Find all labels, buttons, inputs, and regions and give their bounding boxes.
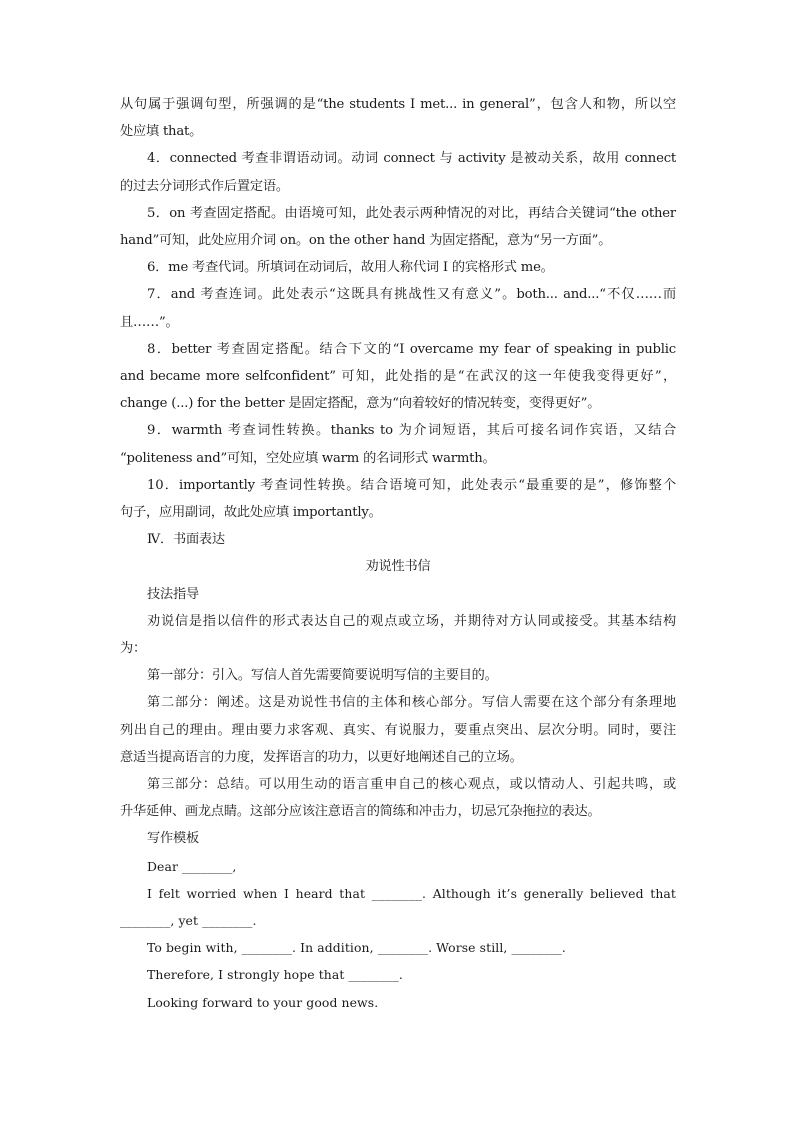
answer-paragraph-line: “politeness and”可知，空处应填 warm 的名词形式 warmth。	[120, 450, 496, 466]
section-heading: Ⅳ．书面表达	[147, 532, 225, 548]
template-line: To begin with, ________. In addition, ________. Worse still, ________.	[147, 940, 566, 956]
template-salutation: Dear ________,	[147, 858, 237, 874]
answer-paragraph-line: hand”可知，此处应用介词 on。on the other hand 为固定搭配，意为“另一方面”。	[120, 232, 612, 248]
section-title: 劝说性书信	[365, 559, 431, 575]
document-content	[120, 91, 676, 1016]
guide-paragraph-line: 列出自己的理由。理由要力求客观、真实、有说服力，要重点突出、层次分明。同时，要注	[120, 722, 676, 738]
guide-part-one: 第一部分：引入。写信人首先需要简要说明写信的主要目的。	[147, 668, 498, 684]
answer-paragraph-line: 句子，应用副词，故此处应填 importantly。	[120, 504, 382, 520]
answer-item-9: 9．warmth 考查词性转换。thanks to 为介词短语，其后可接名词作宾语，又结合	[147, 423, 676, 439]
answer-paragraph-line: and became more selfconfident” 可知，此处指的是“在武汉的这一年使我变得更好”，	[120, 368, 676, 384]
guide-heading: 技法指导	[147, 586, 199, 602]
guide-paragraph-line: 意适当提高语言的力度，发挥语言的功力，以更好地阐述自己的立场。	[120, 749, 523, 765]
template-closing: Looking forward to your good news.	[147, 994, 379, 1010]
answer-item-4: 4．connected 考查非谓语动词。动词 connect 与 activity 是被动关系，故用 connect	[147, 151, 676, 167]
answer-paragraph-line: 的过去分词形式作后置定语。	[120, 178, 289, 194]
guide-part-three: 第三部分：总结。可以用生动的语言重申自己的核心观点，或以情动人、引起共鸣，或	[147, 776, 676, 792]
template-line: I felt worried when I heard that ________. Although it’s generally believed that	[147, 885, 676, 901]
template-heading: 写作模板	[147, 831, 199, 847]
answer-paragraph-line: change (...) for the better 是固定搭配，意为“向着较好的情况转变，变得更好”。	[120, 396, 601, 412]
answer-item-8: 8．better 考查固定搭配。结合下文的“I overcame my fear of speaking in public	[147, 341, 676, 357]
answer-item-6: 6．me 考查代词。所填词在动词后，故用人称代词 I 的宾格形式 me。	[147, 260, 554, 276]
answer-paragraph-line: 从句属于强调句型，所强调的是“the students I met... in general”，包含人和物，所以空	[120, 97, 676, 112]
guide-paragraph-line: 劝说信是指以信件的形式表达自己的观点或立场，并期待对方认同或接受。其基本结构	[147, 613, 676, 629]
template-line: ________, yet ________.	[120, 912, 257, 928]
answer-paragraph-line: 且……”。	[120, 314, 179, 330]
answer-item-10: 10．importantly 考查词性转换。结合语境可知，此处表示“最重要的是”，修饰整个	[147, 477, 676, 493]
template-line: Therefore, I strongly hope that ________.	[147, 967, 403, 983]
guide-part-two: 第二部分：阐述。这是劝说性书信的主体和核心部分。写信人需要在这个部分有条理地	[147, 695, 676, 711]
answer-paragraph-line: 处应填 that。	[120, 124, 203, 140]
guide-paragraph-line: 为：	[120, 640, 146, 656]
guide-paragraph-line: 升华延伸、画龙点睛。这部分应该注意语言的简练和冲击力，切忌冗杂拖拉的表达。	[120, 804, 601, 820]
answer-item-7: 7．and 考查连词。此处表示“这既具有挑战性又有意义”。both... and...“不仅……而	[147, 287, 676, 303]
answer-item-5: 5．on 考查固定搭配。由语境可知，此处表示两种情况的对比，再结合关键词“the other	[147, 205, 676, 221]
